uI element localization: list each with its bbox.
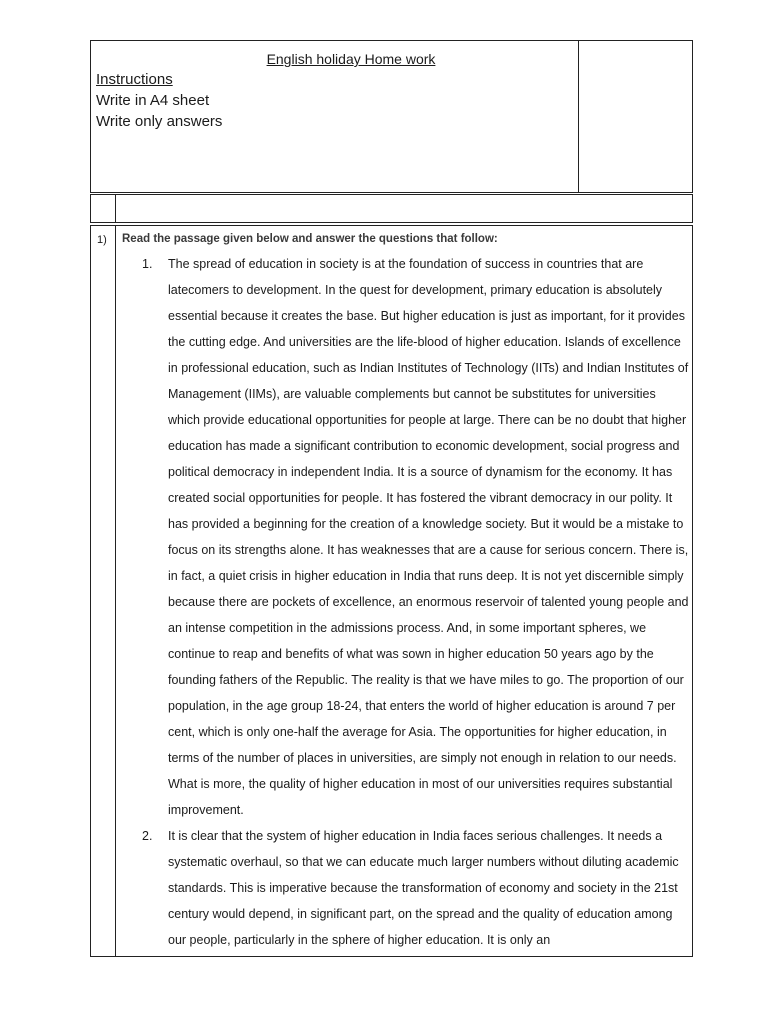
header-cell: [91, 41, 579, 192]
blank-table-row: [90, 194, 693, 223]
question-number: 1): [97, 234, 107, 246]
question-instruction: Read the passage given below and answer the questions that follow:: [122, 233, 498, 245]
column-divider: [115, 195, 116, 222]
document-title: English holiday Home work: [266, 51, 436, 67]
instruction-line: Write only answers: [96, 113, 223, 130]
paragraph-text: It is clear that the system of higher education in India faces serious challenges. It needs a systematic overhaul, so that we can educate much larger numbers without diluting academic standards. This is imperative because the transformation of economy and society in the 21st century would depend, in significant part, on the spread and the quality of education among our people, particularly in the sphere of higher education. It is only an: [168, 829, 679, 947]
paragraph-text: The spread of education in society is at the foundation of success in countries that are latecomers to development. In the quest for development, primary education is absolutely essential because it creates the base. But higher education is just as important, for it provides the cutting edge. And universities are the life-blood of higher education. Islands of excellence in professional education, such as Indian Institutes of Technology (IITs) and Indian Institutes of Management (IIMs), are valuable complements but cannot be substitutes for universities which provide educational opportunities for people at large. There can be no doubt that higher education has made a significant contribution to economic development, social progress and political democracy in independent India. It is a source of dynamism for the economy. It has created social opportunities for people. It has fostered the vibrant democracy in our polity. It has provided a beginning for the creation of a knowledge society. But it would be a mistake to focus on its strengths alone. It has weaknesses that are a cause for serious concern. There is, in fact, a quiet crisis in higher education in India that runs deep. It is not yet discernible simply because there are pockets of excellence, an enormous reservoir of talented young people and an intense competition in the admissions process. And, in some important spheres, we continue to reap and benefits of what was sown in higher education 50 years ago by the founding fathers of the Republic. The reality is that we have miles to go. The proportion of our population, in the age group 18-24, that enters the world of higher education is around 7 per cent, which is only one-half the average for Asia. The opportunities for higher education, in terms of the number of places in universities, are simply not enough in relation to our needs. What is more, the quality of higher education in most of our universities requires substantial improvement.: [168, 257, 689, 817]
question-table: [90, 225, 693, 957]
paragraph-number: 2.: [142, 829, 153, 843]
paragraph-number: 1.: [142, 257, 153, 271]
header-table: [90, 40, 693, 193]
column-divider: [115, 226, 116, 956]
instructions-heading: Instructions: [96, 71, 173, 88]
instruction-line: Write in A4 sheet: [96, 92, 210, 109]
